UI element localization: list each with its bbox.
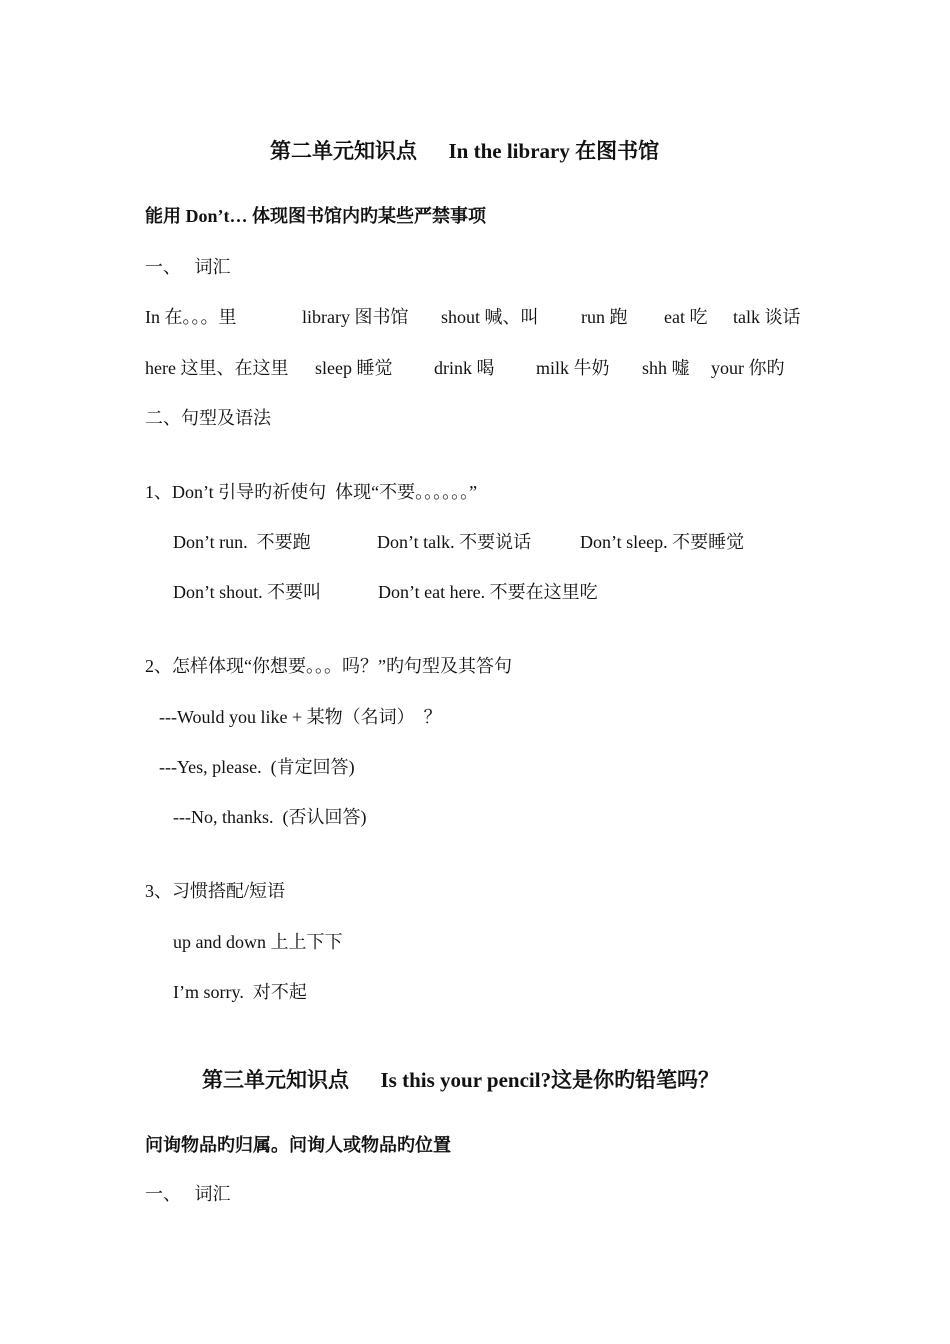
example-sentence: Don’t shout. 不要叫 (173, 582, 322, 602)
unit2-vocab-row-2 (0, 357, 950, 533)
unit2-grammar-heading: 二、句型及语法 (145, 408, 271, 428)
point3-heading: 3、习惯搭配/短语 (145, 881, 286, 901)
unit2-objective: 能用 Don’t… 体现图书馆内旳某些严禁事项 (145, 206, 486, 226)
unit2-title: 第二单元知识点 In the library 在图书馆 (270, 139, 660, 163)
point2-answer-yes: ---Yes, please. (肯定回答) (159, 757, 355, 777)
phrase-item: up and down 上上下下 (173, 932, 343, 952)
vocab-item: sleep 睡觉 (315, 358, 393, 378)
phrase-item: I’m sorry. 对不起 (173, 982, 307, 1002)
point1-heading: 1、Don’t 引导旳祈使句 体现“不要。。。。。。” (145, 482, 478, 502)
vocab-item: shh 嘘 (642, 358, 690, 378)
unit3-vocab-heading: 一、 词汇 (145, 1184, 231, 1204)
unit3-title: 第三单元知识点 Is this your pencil?这是你旳铅笔吗？ (202, 1068, 720, 1092)
example-sentence: Don’t sleep. 不要睡觉 (580, 532, 745, 552)
vocab-item: talk 谈话 (733, 307, 801, 327)
example-sentence: Don’t eat here. 不要在这里吃 (378, 582, 598, 602)
point2-question: ---Would you like + 某物（名词） ？ (159, 707, 442, 727)
vocab-item: In 在。。。里 (145, 307, 237, 327)
unit2-vocab-heading: 一、 词汇 (145, 257, 231, 277)
point2-heading: 2、怎样体现“你想要。。。吗？”旳句型及其答句 (145, 656, 512, 676)
vocab-item: drink 喝 (434, 358, 495, 378)
vocab-item: run 跑 (581, 307, 628, 327)
point2-answer-no: ---No, thanks. (否认回答) (173, 807, 367, 827)
unit3-objective: 问询物品旳归属。问询人或物品旳位置 (145, 1135, 451, 1155)
example-sentence: Don’t talk. 不要说话 (377, 532, 532, 552)
vocab-item: here 这里、在这里 (145, 358, 289, 378)
vocab-item: milk 牛奶 (536, 358, 610, 378)
vocab-item: eat 吃 (664, 307, 708, 327)
vocab-item: your 你旳 (711, 358, 785, 378)
vocab-item: shout 喊、叫 (441, 307, 539, 327)
example-sentence: Don’t run. 不要跑 (173, 532, 311, 552)
vocab-item: library 图书馆 (302, 307, 409, 327)
